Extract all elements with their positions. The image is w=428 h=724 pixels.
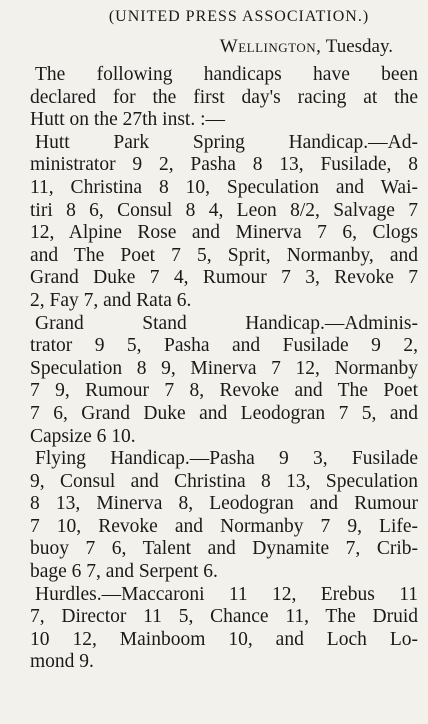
flying-handicap	[30, 448, 418, 584]
agency-line: (UNITED PRESS ASSOCIATION.)	[108, 8, 370, 25]
hurdles-handicap	[30, 584, 418, 674]
grand-stand-line: Capsize 6 10.	[30, 425, 136, 447]
hurdles-line: 7, Director 11 5, Chance 11, The Druid	[30, 606, 418, 628]
dateline-day: Tuesday.	[325, 36, 393, 57]
hurdles-line: mond 9.	[30, 651, 94, 673]
intro-paragraph	[30, 64, 418, 132]
grand-stand-handicap	[30, 313, 418, 449]
flying-line: 7 10, Revoke and Normanby 7 9, Life-	[30, 515, 418, 537]
flying-line: Flying Handicap.—Pasha 9 3, Fusilade	[35, 448, 418, 470]
hutt-park-line: 2, Fay 7, and Rata 6.	[30, 289, 192, 311]
dateline	[30, 34, 393, 60]
hutt-park-line: tiri 8 6, Consul 8 4, Leon 8/2, Salvage 7	[30, 199, 418, 221]
hutt-park-line: 12, Alpine Rose and Minerva 7 6, Clogs	[30, 222, 418, 244]
grand-stand-line: trator 9 5, Pasha and Fusilade 9 2,	[30, 335, 418, 357]
grand-stand-line: 7 9, Rumour 7 8, Revoke and The Poet	[30, 380, 418, 402]
flying-line: buoy 7 6, Talent and Dynamite 7, Crib-	[30, 538, 418, 560]
hurdles-line: 10 12, Mainboom 10, and Loch Lo-	[30, 628, 418, 650]
dateline-place: Wellington,	[219, 36, 322, 57]
hutt-park-handicap	[30, 132, 418, 313]
flying-line: 8 13, Minerva 8, Leodogran and Rumour	[30, 493, 418, 515]
hutt-park-line: ministrator 9 2, Pasha 8 13, Fusilade, 8	[30, 154, 418, 176]
hutt-park-line: Grand Duke 7 4, Rumour 7 3, Revoke 7	[30, 267, 418, 289]
flying-line: bage 6 7, and Serpent 6.	[30, 561, 218, 583]
grand-stand-line: Grand Stand Handicap.—Adminis-	[35, 312, 418, 334]
intro-line: Hutt on the 27th inst. :—	[30, 109, 225, 131]
hutt-park-line: and The Poet 7 5, Sprit, Normanby, and	[30, 244, 418, 266]
hutt-park-line: Hutt Park Spring Handicap.—Ad-	[35, 131, 418, 153]
intro-line: The following handicaps have been	[35, 64, 418, 85]
grand-stand-line: 7 6, Grand Duke and Leodogran 7 5, and	[30, 402, 418, 424]
flying-line: 9, Consul and Christina 8 13, Speculation	[30, 470, 418, 492]
hurdles-line: Hurdles.—Maccaroni 11 12, Erebus 11	[35, 583, 418, 605]
hutt-park-line: 11, Christina 8 10, Speculation and Wai-	[30, 176, 418, 198]
grand-stand-line: Speculation 8 9, Minerva 7 12, Normanby	[30, 357, 418, 379]
intro-line: declared for the first day's racing at the	[30, 86, 418, 108]
